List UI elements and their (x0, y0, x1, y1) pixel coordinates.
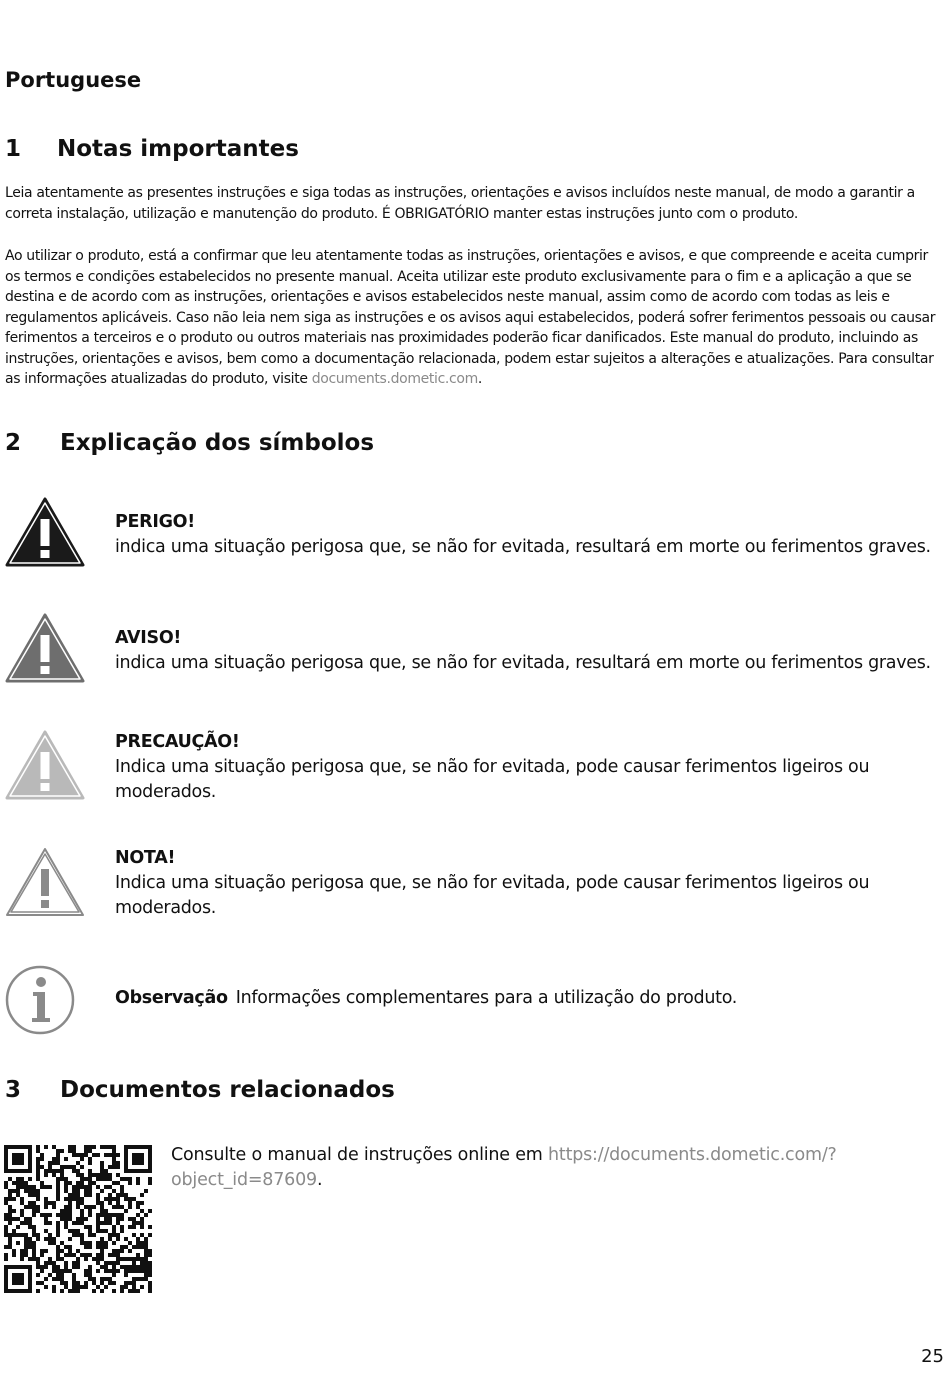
document-language: Portuguese (5, 68, 142, 92)
caution-icon (4, 729, 86, 801)
symbol-caution (115, 730, 935, 805)
section-1-heading (5, 136, 299, 162)
symbol-description: indica uma situação perigosa que, se não for evitada, resultará em morte ou ferimentos graves. (115, 537, 931, 557)
related-end: . (316, 1170, 323, 1190)
symbol-description: Indica uma situação perigosa que, se não for evitada, pode causar ferimentos ligeiros ou moderados. (115, 757, 870, 802)
symbol-notice (115, 846, 935, 921)
symbol-observation (115, 988, 737, 1008)
danger-warning-icon (4, 496, 86, 568)
observation-label: Observação (115, 988, 228, 1008)
documents-link[interactable]: documents.dometic.com (311, 371, 478, 387)
symbol-danger (115, 510, 935, 560)
related-documents-text (171, 1143, 911, 1193)
qr-code-icon (4, 1145, 152, 1293)
symbol-title: AVISO! (115, 628, 182, 648)
paragraph-end: . (477, 371, 482, 387)
section-title: Documentos relacionados (60, 1077, 395, 1103)
symbol-title: PRECAUÇÃO! (115, 732, 240, 752)
symbol-title: PERIGO! (115, 512, 195, 532)
section-3-heading (5, 1077, 395, 1103)
symbol-description: Indica uma situação perigosa que, se não for evitada, pode causar ferimentos ligeiros ou moderados. (115, 873, 870, 918)
symbol-warning (115, 626, 935, 676)
section-number: 3 (5, 1077, 22, 1103)
warning-icon (4, 612, 86, 684)
important-notes-paragraph-2 (5, 246, 947, 390)
manual-link[interactable]: https://documents.dometic.com/?object_id=87609 (171, 1145, 837, 1190)
related-text: Consulte o manual de instruções online em (171, 1145, 543, 1165)
observation-text: Informações complementares para a utilização do produto. (235, 988, 738, 1008)
symbol-description: indica uma situação perigosa que, se não for evitada, resultará em morte ou ferimentos graves. (115, 653, 931, 673)
notice-icon (4, 846, 86, 918)
page-number: 25 (921, 1346, 944, 1367)
section-2-heading (5, 430, 374, 456)
important-notes-paragraph-1: Leia atentamente as presentes instruções e siga todas as instruções, orientações e avisos incluídos neste manual, de modo a garantir a correta instalação, utilização e manutenção do produto. É OBRIGATÓRIO manter estas instruções junto com o produto. (5, 185, 915, 222)
info-icon (4, 964, 76, 1036)
section-title: Explicação dos símbolos (60, 430, 375, 456)
section-title: Notas importantes (57, 136, 299, 162)
paragraph-text: Ao utilizar o produto, está a confirmar que leu atentamente todas as instruções, orientações e avisos, e que compreende e aceita cumprir os termos e condições estabelecidos no presente manual. Aceita utilizar este produto exclusivamente para o fim e a aplicação a que se destina e de acordo com as instruções, orientações e avisos estabelecidos neste manual, assim como de acordo com todas as leis e regulamentos aplicáveis. Caso não leia nem siga as instruções e os avisos aqui estabelecidos, poderá sofrer ferimentos pessoais ou causar ferimentos a terceiros e o produto ou outros materiais nas proximidades poderão ficar danificados. Este manual do produto, incluindo as instruções, orientações e avisos, bem como a documentação relacionada, podem estar sujeitos a alterações e atualizações. Para consultar as informações atualizadas do produto, visite (5, 248, 936, 387)
section-number: 1 (5, 136, 22, 162)
symbol-title: NOTA! (115, 848, 176, 868)
section-number: 2 (5, 430, 22, 456)
